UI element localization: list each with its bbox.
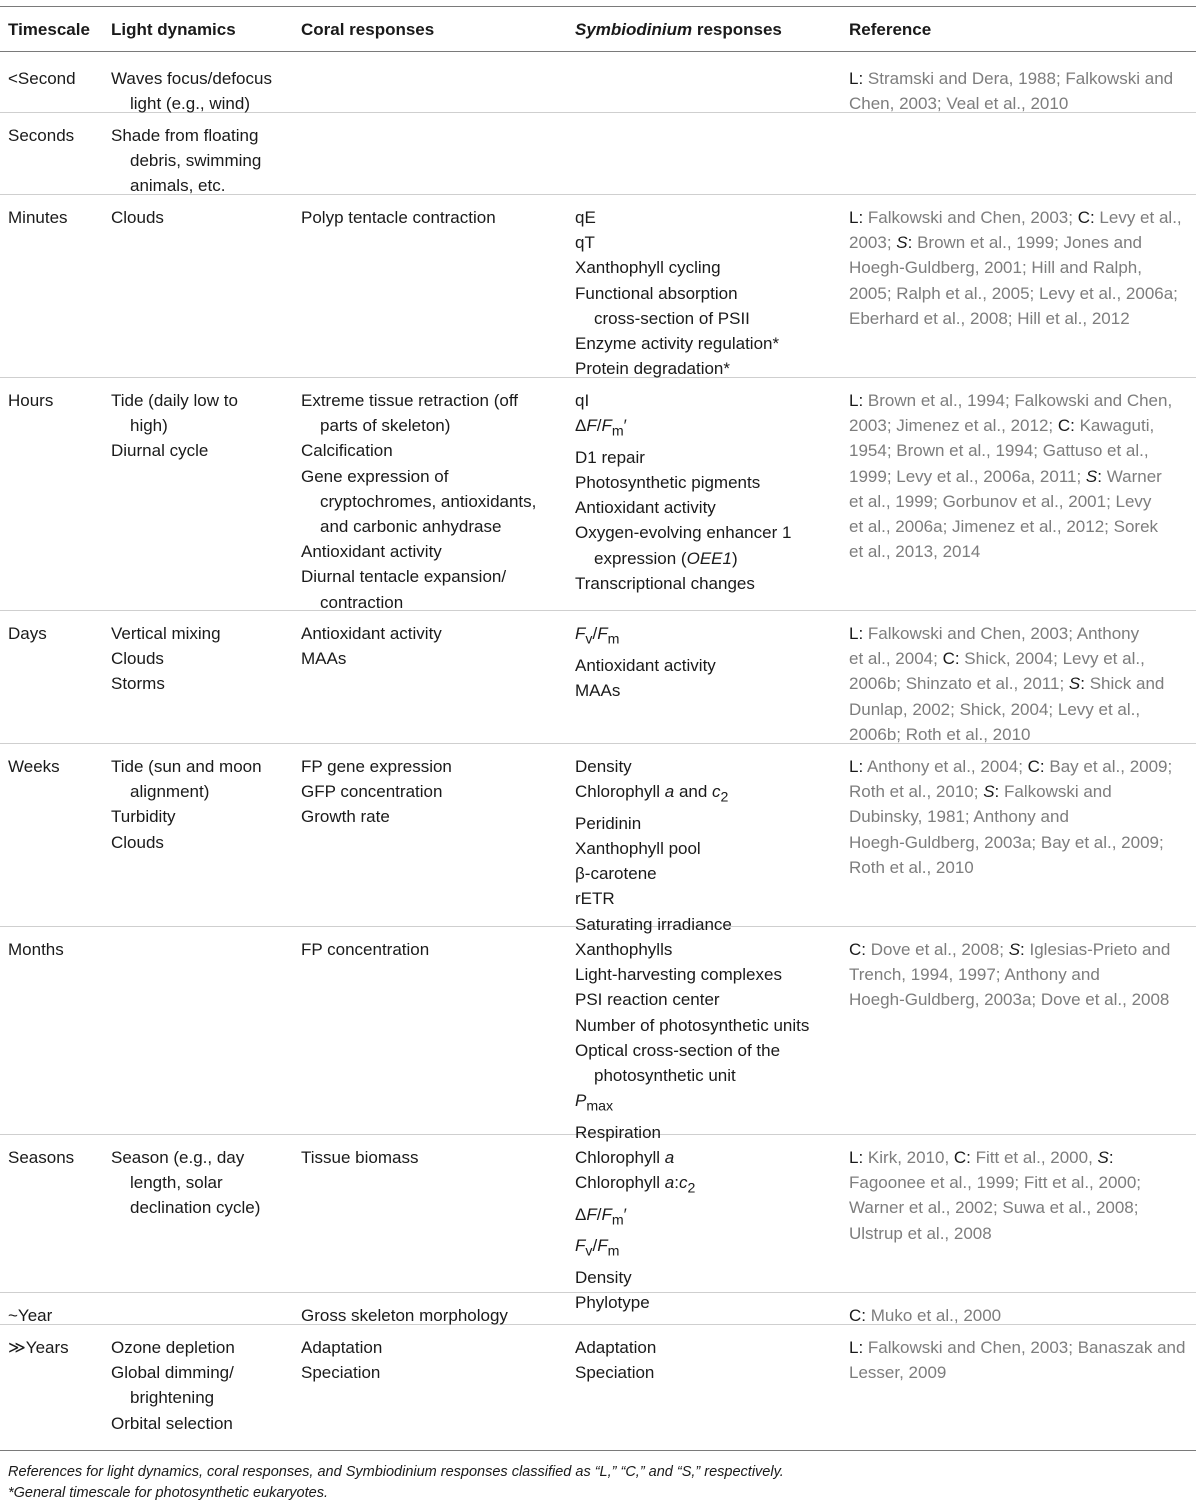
- reference-line: C: Dove et al., 2008; S: Iglesias-Prieto and: [849, 940, 1171, 959]
- symb-line: Xanthophylls: [575, 940, 673, 959]
- cell-light-dynamics: [111, 123, 289, 199]
- timescale-label: <Second: [8, 69, 76, 88]
- cell-timescale: [8, 754, 108, 779]
- light-line: Tide (sun and moon: [111, 757, 262, 776]
- symb-line: β-carotene: [575, 864, 657, 884]
- coral-line: Antioxidant activity: [301, 624, 442, 643]
- coral-line: Growth rate: [301, 807, 390, 827]
- timescale-label: ≫Years: [8, 1338, 69, 1357]
- cell-light-dynamics: [111, 754, 289, 855]
- reference-line: L: Falkowski and Chen, 2003; Anthony: [849, 624, 1140, 643]
- symb-line: Chlorophyll $a:c_2$: [575, 1173, 696, 1197]
- reference-line: Roth et al., 2010; S: Falkowski and: [849, 782, 1112, 802]
- cell-coral-responses: [301, 937, 563, 962]
- table-row: [0, 611, 1196, 744]
- reference-line: L: Falkowski and Chen, 2003; Banaszak and: [849, 1338, 1186, 1357]
- timescale-label: Minutes: [8, 208, 68, 227]
- header-light-dynamics: Light dynamics: [111, 20, 236, 39]
- header-symbiodinium-italic: Symbiodinium: [575, 20, 693, 39]
- header-coral-responses: Coral responses: [301, 20, 435, 39]
- timescale-label: Days: [8, 624, 47, 643]
- coral-line: Calcification: [301, 441, 393, 461]
- table-row: [0, 744, 1196, 934]
- cell-symbiodinium-responses: [575, 1145, 837, 1315]
- symb-line: qT: [575, 233, 595, 253]
- light-line: Storms: [111, 674, 165, 694]
- table-row: [0, 927, 1196, 1142]
- reference-line: Lesser, 2009: [849, 1363, 947, 1383]
- light-line: Ozone depletion: [111, 1338, 235, 1357]
- light-line: brightening: [130, 1388, 215, 1408]
- cell-reference: [849, 754, 1196, 880]
- light-line: Diurnal cycle: [111, 441, 209, 461]
- symb-line: photosynthetic unit: [594, 1066, 736, 1086]
- table-row: [0, 56, 1196, 113]
- coral-line: MAAs: [301, 649, 347, 669]
- symb-line: Oxygen-evolving enhancer 1: [575, 523, 792, 543]
- reference-line: C: Muko et al., 2000: [849, 1306, 1002, 1325]
- coral-line: FP gene expression: [301, 757, 452, 776]
- light-line: Vertical mixing: [111, 624, 221, 643]
- symb-line: Speciation: [575, 1363, 655, 1383]
- coral-line: Speciation: [301, 1363, 381, 1383]
- symb-line: Xanthophyll cycling: [575, 258, 721, 278]
- cell-coral-responses: [301, 621, 563, 671]
- light-line: Orbital selection: [111, 1413, 233, 1433]
- coral-line: cryptochromes, antioxidants,: [320, 491, 537, 511]
- symb-line: Chlorophyll a and $c_2$: [575, 782, 729, 806]
- coral-line: contraction: [320, 592, 404, 612]
- cell-symbiodinium-responses: [575, 754, 837, 937]
- symb-line: $F_v/F_m$: [575, 1236, 620, 1260]
- reference-line: Fagoonee et al., 1999; Fitt et al., 2000;: [849, 1173, 1142, 1193]
- coral-line: and carbonic anhydrase: [320, 517, 502, 537]
- cell-coral-responses: [301, 388, 563, 615]
- cell-reference: [849, 388, 1196, 564]
- symb-line: Optical cross-section of the: [575, 1040, 781, 1060]
- light-line: Season (e.g., day: [111, 1148, 245, 1167]
- timescale-label: Seasons: [8, 1148, 75, 1167]
- reference-line: Dunlap, 2002; Shick, 2004; Levy et al.,: [849, 699, 1141, 719]
- cell-symbiodinium-responses: [575, 1335, 837, 1385]
- cell-reference: [849, 205, 1196, 331]
- header-reference: Reference: [849, 20, 932, 39]
- symb-line: expression (OEE1): [594, 548, 738, 568]
- cell-timescale: [8, 66, 108, 91]
- reference-line: 2006b; Roth et al., 2010: [849, 724, 1031, 744]
- reference-line: 2003; S: Brown et al., 1999; Jones and: [849, 233, 1142, 253]
- symb-line: Adaptation: [575, 1338, 657, 1357]
- symb-line: Antioxidant activity: [575, 498, 716, 518]
- symb-line: Antioxidant activity: [575, 655, 716, 675]
- header-timescale: Timescale: [8, 20, 90, 39]
- light-line: high): [130, 416, 168, 436]
- footnote-asterisk: *General timescale for photosynthetic eukaryotes.: [8, 1485, 328, 1501]
- reference-line: L: Anthony et al., 2004; C: Bay et al., 2009;: [849, 757, 1173, 776]
- header-rule: [0, 51, 1196, 52]
- coral-line: GFP concentration: [301, 782, 443, 802]
- table-row: [0, 195, 1196, 378]
- light-line: length, solar: [130, 1173, 223, 1193]
- reference-line: L: Brown et al., 1994; Falkowski and Chen,: [849, 391, 1173, 410]
- timescale-label: Weeks: [8, 757, 60, 776]
- symb-line: Number of photosynthetic units: [575, 1015, 810, 1035]
- table-row: [0, 378, 1196, 611]
- cell-reference: [849, 621, 1196, 747]
- cell-symbiodinium-responses: [575, 937, 837, 1145]
- symb-line: Xanthophyll pool: [575, 839, 701, 858]
- cell-light-dynamics: [111, 205, 289, 230]
- coral-line: parts of skeleton): [320, 416, 451, 436]
- symb-line: Chlorophyll a: [575, 1148, 675, 1167]
- light-line: Global dimming/: [111, 1363, 234, 1383]
- symb-line: MAAs: [575, 680, 621, 700]
- symb-line: cross-section of PSII: [594, 308, 750, 328]
- cell-reference: [849, 1335, 1196, 1385]
- coral-line: Adaptation: [301, 1338, 383, 1357]
- timescale-label: Seconds: [8, 126, 75, 145]
- symb-line: Photosynthetic pigments: [575, 473, 761, 492]
- light-line: Shade from floating: [111, 126, 259, 145]
- symb-line: Light-harvesting complexes: [575, 965, 782, 985]
- reference-line: 2006b; Shinzato et al., 2011; S: Shick and: [849, 674, 1165, 694]
- cell-light-dynamics: [111, 621, 289, 697]
- coral-line: Diurnal tentacle expansion/: [301, 567, 507, 587]
- light-line: animals, etc.: [130, 176, 226, 196]
- cell-light-dynamics: [111, 66, 289, 116]
- symb-line: qI: [575, 391, 590, 410]
- reference-line: Eberhard et al., 2008; Hill et al., 2012: [849, 308, 1130, 328]
- symb-line: $\Delta F/F_m'$: [575, 416, 627, 440]
- table-row: [0, 1293, 1196, 1325]
- reference-line: 2003; Jimenez et al., 2012; C: Kawaguti,: [849, 416, 1155, 436]
- table-row: [0, 1135, 1196, 1313]
- cell-reference: [849, 937, 1196, 1013]
- light-line: Clouds: [111, 208, 164, 227]
- symb-line: Respiration: [575, 1122, 661, 1142]
- cell-reference: [849, 66, 1196, 116]
- light-line: debris, swimming: [130, 151, 262, 171]
- reference-line: et al., 2006a; Jimenez et al., 2012; Sorek: [849, 517, 1159, 537]
- reference-line: L: Falkowski and Chen, 2003; C: Levy et al.,: [849, 208, 1182, 227]
- coral-line: Tissue biomass: [301, 1148, 419, 1167]
- reference-line: Hoegh-Guldberg, 2003a; Dove et al., 2008: [849, 990, 1170, 1010]
- reference-line: et al., 2004; C: Shick, 2004; Levy et al.,: [849, 649, 1145, 669]
- reference-line: et al., 2013, 2014: [849, 542, 981, 562]
- reference-line: 2005; Ralph et al., 2005; Levy et al., 2006a;: [849, 283, 1178, 303]
- reference-line: L: Stramski and Dera, 1988; Falkowski and: [849, 69, 1174, 88]
- table-row: [0, 1325, 1196, 1433]
- cell-reference: [849, 1145, 1196, 1246]
- reference-line: Hoegh-Guldberg, 2001; Hill and Ralph,: [849, 258, 1142, 278]
- cell-timescale: [8, 205, 108, 230]
- symb-line: Density: [575, 1267, 632, 1287]
- cell-timescale: [8, 123, 108, 148]
- coral-line: Gross skeleton morphology: [301, 1306, 508, 1325]
- symb-line: Enzyme activity regulation*: [575, 334, 780, 354]
- reference-line: 1954; Brown et al., 1994; Gattuso et al.,: [849, 441, 1149, 461]
- reference-line: Dubinsky, 1981; Anthony and: [849, 807, 1069, 827]
- coral-line: Extreme tissue retraction (off: [301, 391, 518, 410]
- symb-line: rETR: [575, 889, 615, 909]
- symb-line: Transcriptional changes: [575, 573, 755, 593]
- symb-line: Protein degradation*: [575, 359, 731, 379]
- reference-line: et al., 1999; Gorbunov et al., 2001; Levy: [849, 491, 1152, 511]
- cell-coral-responses: [301, 1335, 563, 1385]
- light-line: Tide (daily low to: [111, 391, 238, 410]
- symb-line: Functional absorption: [575, 283, 738, 303]
- coral-line: Polyp tentacle contraction: [301, 208, 496, 227]
- symb-line: Density: [575, 757, 632, 776]
- header-symbiodinium-responses: [575, 20, 782, 40]
- reference-line: Warner et al., 2002; Suwa et al., 2008;: [849, 1198, 1139, 1218]
- cell-light-dynamics: [111, 388, 289, 464]
- light-line: Waves focus/defocus: [111, 69, 272, 88]
- timescale-label: ~Year: [8, 1306, 53, 1325]
- cell-timescale: [8, 937, 108, 962]
- light-line: alignment): [130, 782, 210, 802]
- cell-timescale: [8, 388, 108, 413]
- table-top-rule: [0, 6, 1196, 7]
- timescale-label: Months: [8, 940, 64, 959]
- table-row: [0, 113, 1196, 195]
- cell-symbiodinium-responses: [575, 388, 837, 596]
- cell-coral-responses: [301, 1145, 563, 1170]
- symb-line: PSI reaction center: [575, 990, 720, 1010]
- symb-line: qE: [575, 208, 596, 227]
- light-line: Clouds: [111, 649, 164, 669]
- cell-timescale: [8, 1335, 108, 1360]
- reference-line: Chen, 2003; Veal et al., 2010: [849, 94, 1069, 114]
- cell-symbiodinium-responses: [575, 205, 837, 381]
- timescale-label: Hours: [8, 391, 54, 410]
- coral-line: Antioxidant activity: [301, 542, 442, 562]
- light-line: declination cycle): [130, 1198, 261, 1218]
- light-line: Turbidity: [111, 807, 176, 827]
- symb-line: Peridinin: [575, 813, 642, 833]
- reference-line: L: Kirk, 2010, C: Fitt et al., 2000, S:: [849, 1148, 1114, 1167]
- table-body: [0, 56, 1196, 1433]
- cell-timescale: [8, 1145, 108, 1170]
- coral-line: FP concentration: [301, 940, 430, 959]
- light-line: Clouds: [111, 832, 164, 852]
- symb-line: Phylotype: [575, 1293, 650, 1313]
- reference-line: Hoegh-Guldberg, 2003a; Bay et al., 2009;: [849, 832, 1164, 852]
- cell-light-dynamics: [111, 1335, 289, 1436]
- symb-line: $\Delta F/F_m'$: [575, 1204, 627, 1229]
- cell-symbiodinium-responses: [575, 621, 837, 703]
- reference-line: Ulstrup et al., 2008: [849, 1223, 992, 1243]
- cell-timescale: [8, 621, 108, 646]
- reference-line: 1999; Levy et al., 2006a, 2011; S: Warner: [849, 466, 1162, 486]
- header-symbiodinium-rest: responses: [692, 20, 782, 39]
- light-line: light (e.g., wind): [130, 94, 250, 114]
- symb-line: $P_{max}$: [575, 1091, 614, 1115]
- coral-line: Gene expression of: [301, 466, 449, 486]
- cell-coral-responses: [301, 205, 563, 230]
- symb-line: D1 repair: [575, 447, 645, 467]
- reference-line: Roth et al., 2010: [849, 857, 974, 877]
- table-bottom-rule: [0, 1450, 1196, 1451]
- footnote-classification: References for light dynamics, coral responses, and Symbiodinium responses classified as “L,” “C,” and “S,” respectively.: [8, 1464, 784, 1480]
- symb-line: $F_v/F_m$: [575, 624, 620, 648]
- reference-line: Trench, 1994, 1997; Anthony and: [849, 965, 1100, 985]
- symb-line: Saturating irradiance: [575, 914, 732, 934]
- cell-coral-responses: [301, 754, 563, 830]
- cell-light-dynamics: [111, 1145, 289, 1221]
